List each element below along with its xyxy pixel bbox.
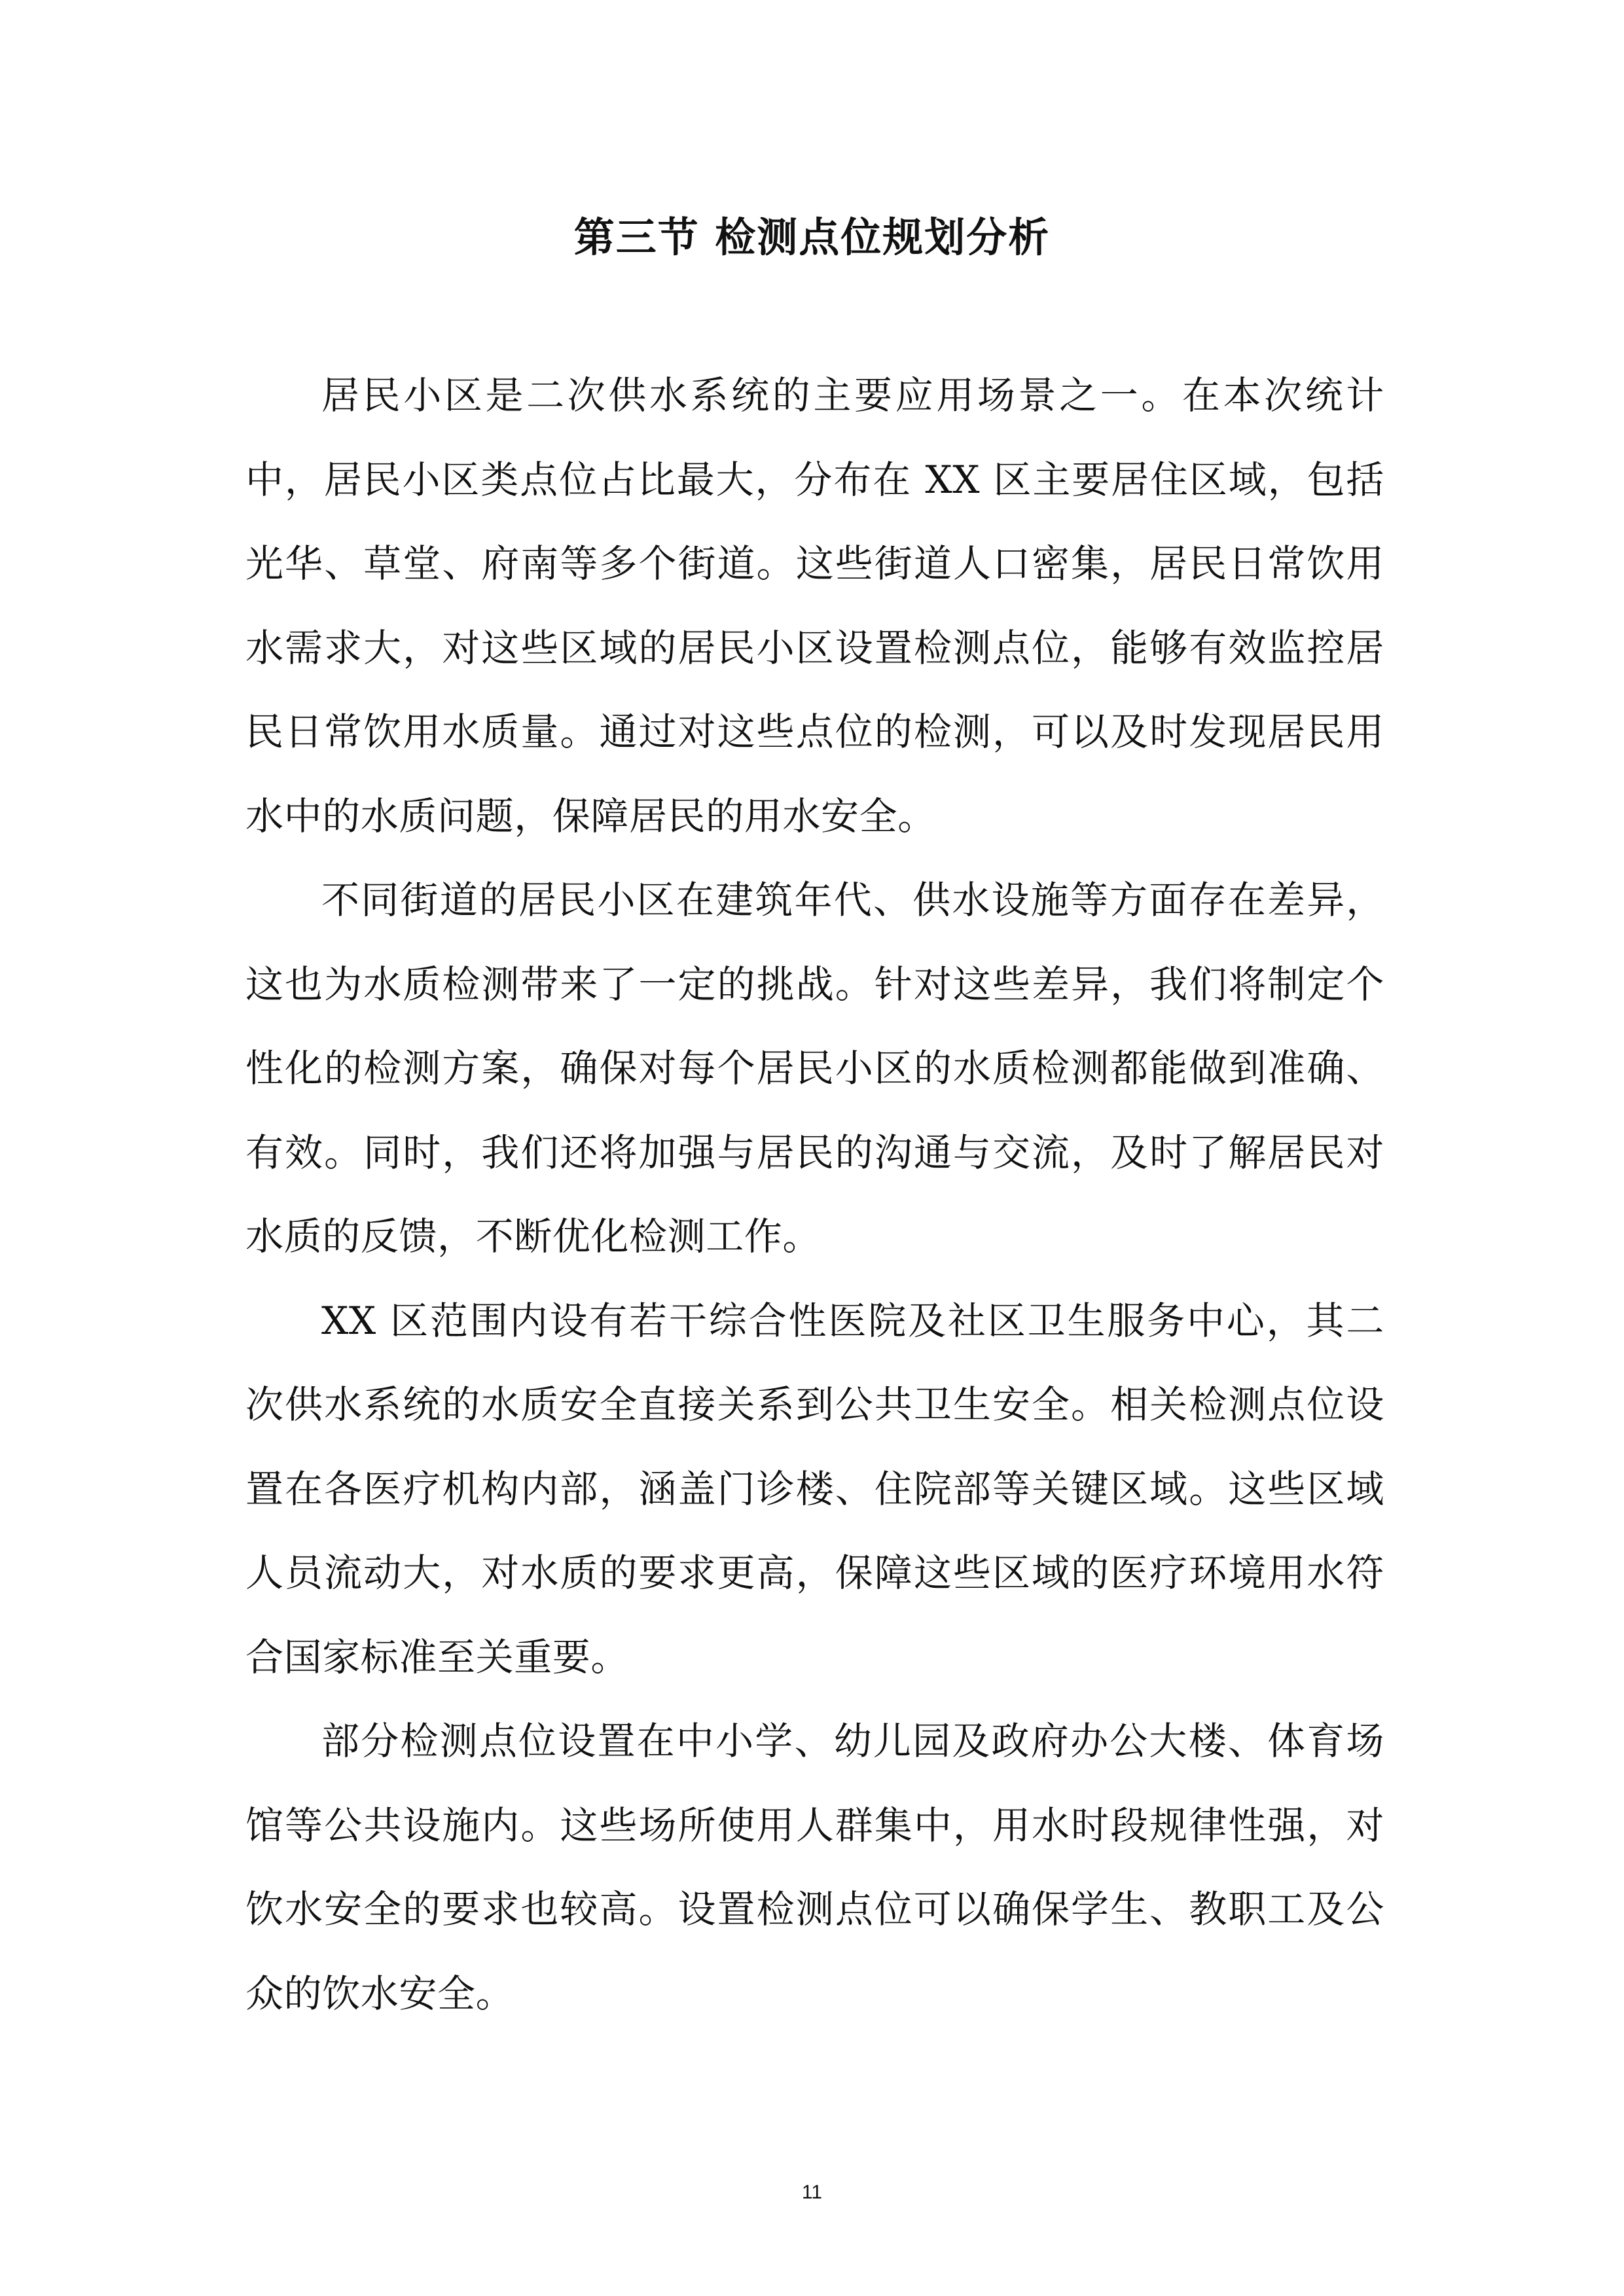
paragraph-medical: XX 区范围内设有若干综合性医院及社区卫生服务中心，其二次供水系统的水质安全直接关系到公共卫生安全。相关检测点位设置在各医疗机构内部，涵盖门诊楼、住院部等关键区域。这些区域人员流动大，对水质的要求更高，保障这些区域的医疗环境用水符合国家标准至关重要。 bbox=[245, 1298, 1384, 1679]
body-text bbox=[245, 353, 1384, 2036]
paragraph-street-differences: 不同街道的居民小区在建筑年代、供水设施等方面存在差异，这也为水质检测带来了一定的挑战。针对这些差异，我们将制定个性化的检测方案，确保对每个居民小区的水质检测都能做到准确、有效。同时，我们还将加强与居民的沟通与交流，及时了解居民对水质的反馈，不断优化检测工作。 bbox=[245, 878, 1384, 1259]
page-number: 11 bbox=[801, 2181, 823, 2203]
paragraph-public-facilities: 部分检测点位设置在中小学、幼儿园及政府办公大楼、体育场馆等公共设施内。这些场所使用人群集中，用水时段规律性强，对饮水安全的要求也较高。设置检测点位可以确保学生、教职工及公众的饮水安全。 bbox=[245, 1719, 1384, 2016]
paragraph-residential: 居民小区是二次供水系统的主要应用场景之一。在本次统计中，居民小区类点位占比最大，分布在 XX 区主要居住区域，包括光华、草堂、府南等多个街道。这些街道人口密集，居民日常饮用水需求大，对这些区域的居民小区设置检测点位，能够有效监控居民日常饮用水质量。通过对这些点位的检测，可以及时发现居民用水中的水质问题，保障居民的用水安全。 bbox=[245, 373, 1384, 838]
section-title: 第三节 检测点位规划分析 bbox=[573, 213, 1051, 261]
